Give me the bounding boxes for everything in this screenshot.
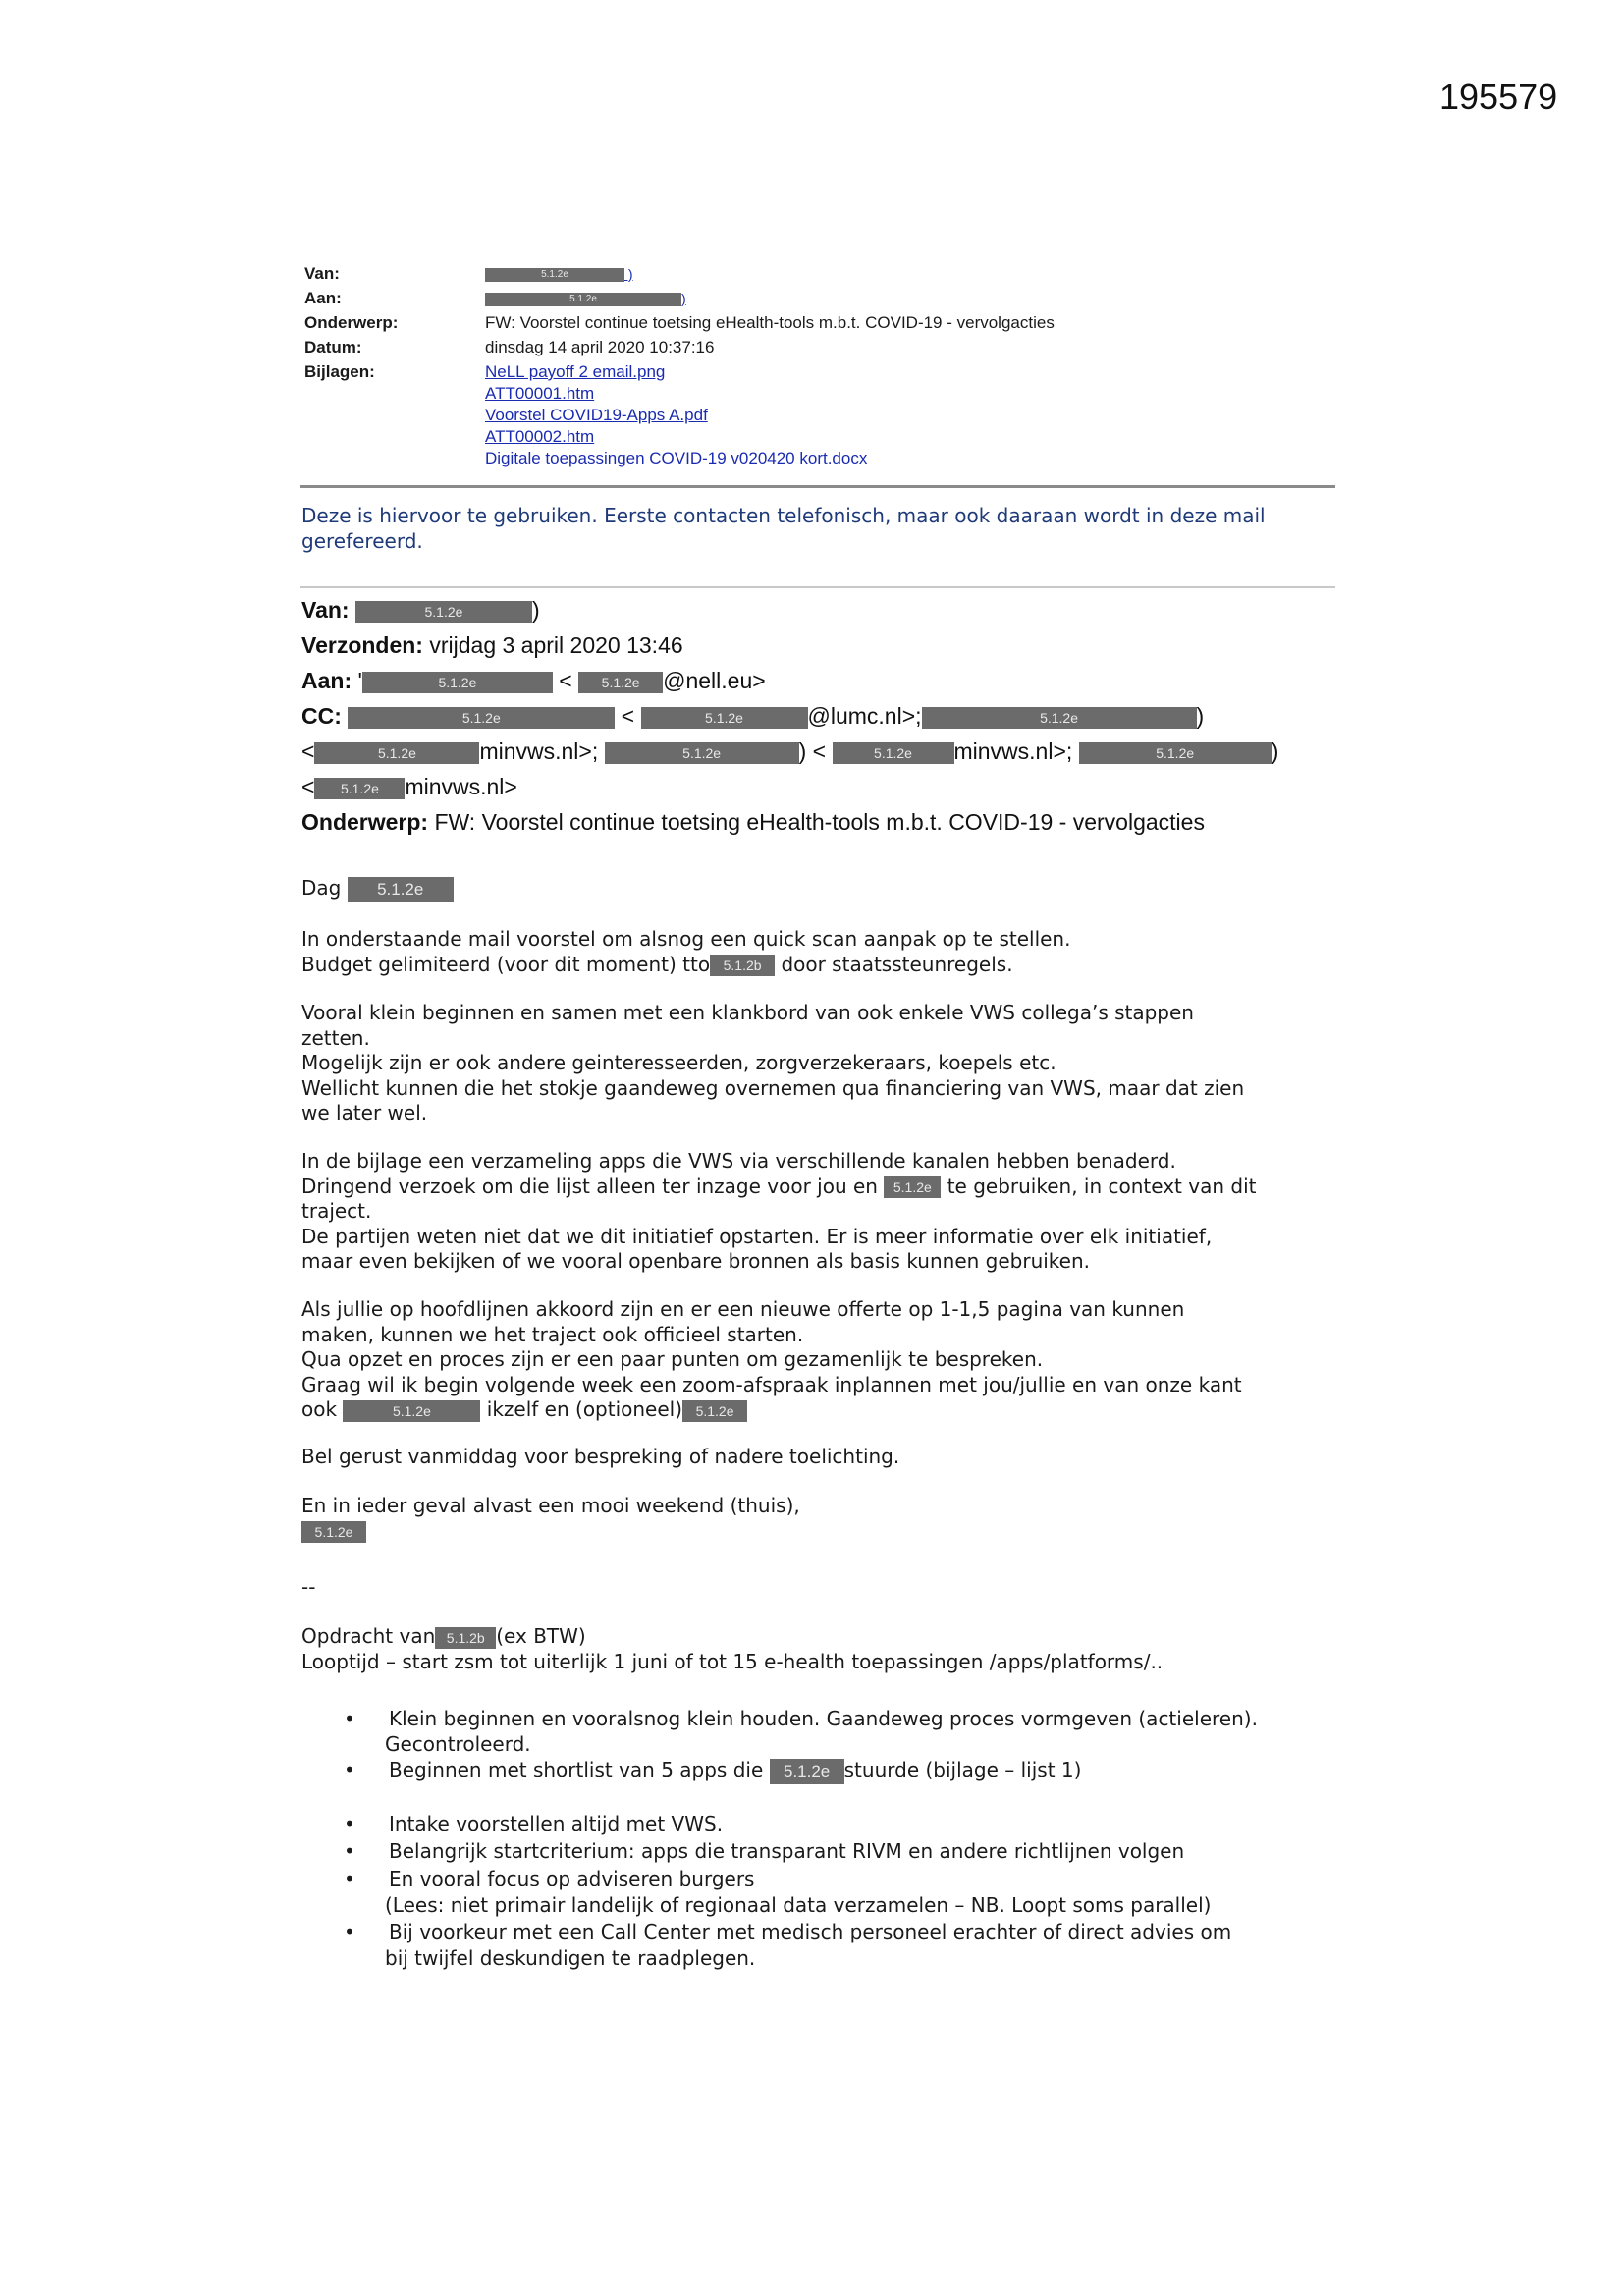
from-value <box>485 261 633 287</box>
attachment-link[interactable]: NeLL payoff 2 email.png <box>485 362 666 381</box>
redaction-block: 5.1.2e <box>833 742 954 764</box>
forward-divider <box>300 586 1335 588</box>
paragraph-4: Als jullie op hoofdlijnen akkoord zijn en er een nieuwe offerte op 1-1,5 pagina van kunnen maken, kunnen we het traject ook officieel starten. Qua opzet en proces zijn er een paar punten om gezamenlijk te bespreken. Graag wil ik begin volgende week een zoom-afspraak inplannen met jou/jullie en van onze kant ook 5.1.2e ikzelf en (optioneel) 5.1.2e <box>301 1297 1242 1421</box>
subject-value: FW: Voorstel continue toetsing eHealth-tools m.b.t. COVID-19 - vervolgacties <box>485 313 1055 332</box>
bullet-icon: • <box>344 1758 355 1781</box>
redaction-block: 5.1.2e <box>641 707 808 729</box>
bullet-icon: • <box>344 1812 355 1835</box>
attachment-link[interactable]: Voorstel COVID19-Apps A.pdf <box>485 406 708 424</box>
document-page: 195579 Van: 5.1.2e ) Aan: 5.1.2e ) Onderwerp: FW: Voorstel continue toetsing eHealth-tools m.b.t. COVID-19 - vervolgacties Datum: dinsdag 14 april 2020 10:37:16 Bijlagen: NeLL payoff 2 email.png ATT00001.htm Voorstel COVID19-Apps A.pdf ATT00002.htm Digitale toepassingen COVID-19 v020420 kort.docx Deze is hiervoor te gebruiken. Eerste contacten telefonisch, maar ook daaraan wordt in deze mail gerefereerd. Van: 5.1.2e ) Verzonden: vrijdag 3 april 2020 13:46 Aan: ' 5.1.2e < 5.1.2e @nell.eu> CC: 5.1.2e < 5.1.2e @lumc.nl>; 5.1.2e ) < 5.1.2e minvws.nl>; 5.1.2e ) < 5.1.2e minvws.nl>; 5.1.2e ) < 5.1.2e minvws.nl> Onderwerp: FW: Voorstel continue toetsing eHealth-tools m.b.t. COVID-19 - vervolgacties Dag 5.1.2e In onderstaande mail voorstel om alsnog een quick scan aanpak op te stellen. Budget gelimiteerd (voor dit moment) tto 5.1.2b door staatssteunregels. Vooral klein beginnen en samen met een klankbord van ook enkele VWS collega’s stappen zetten. Mogelijk zijn er ook andere geinteresseerden, zorgverzekeraars, koepels etc. Wellicht kunnen die het stokje gaandeweg overnemen qua financiering van VWS, maar dat zien we later wel. In de bijlage een verzameling apps die VWS via verschillende kanalen hebben benaderd. Dringend verzoek om die lijst alleen ter inzage voor jou en 5.1.2e te gebruiken, in context van dit traject. De partijen weten niet dat we dit initiatief opstarten. Er is meer informatie over elk initiatief, maar even bekijken of we vooral openbare bronnen als basis kunnen gebruiken. Als jullie op hoofdlijnen akkoord zijn en er een nieuwe offerte op 1-1,5 pagina van kunnen maken, kunnen we het traject ook officieel starten. Qua opzet en proces zijn er een paar punten om gezamenlijk te bespreken. Graag wil ik begin volgende week een zoom-afspraak inplannen met jou/jullie en van onze kant ook 5.1.2e ikzelf en (optioneel) 5.1.2e Bel gerust vanmiddag voor bespreking of nadere toelichting. En in ieder geval alvast een mooi weekend (thuis), 5.1.2e -- Opdracht van 5.1.2b (ex BTW) Looptijd – start zsm tot uiterlijk 1 juni of tot 15 e-health toepassingen /apps/platforms/.. • Klein beginnen en vooralsnog klein houden. Gaandeweg proces vormgeven (actieleren). Gecontroleerd. • Beginnen met shortlist van 5 apps die 5.1.2e stuurde (bijlage – lijst 1) • Intake voorstellen altijd met VWS. • Belangrijk startcriterium: apps die transparant RIVM en andere richtlijnen volgen • En vooral focus op adviseren burgers (Lees: niet primair landelijk of regionaal data verzamelen – NB. Loopt soms parallel) • Bij voorkeur met een Call Center met medisch personeel erachter of direct advies om bij twijfel deskundigen te raadplegen. <box>301 77 1558 1970</box>
redaction-block: 5.1.2e <box>485 268 624 282</box>
fwd-subject-line <box>301 809 1205 836</box>
redaction-block: 5.1.2e <box>314 778 405 799</box>
from-label: Van: <box>304 264 340 283</box>
fwd-to-line: Aan: ' 5.1.2e < 5.1.2e @nell.eu> <box>301 668 766 693</box>
signature-separator: -- <box>301 1575 316 1599</box>
attachments-label: Bijlagen: <box>304 362 375 381</box>
paragraph-6: En in ieder geval alvast een mooi weekend (thuis), 5.1.2e <box>301 1494 1342 1544</box>
attachment-link[interactable]: Digitale toepassingen COVID-19 v020420 kort.docx <box>485 449 868 467</box>
redaction-block: 5.1.2e <box>884 1176 941 1198</box>
fwd-from-label: Van: <box>301 597 350 623</box>
fwd-from-line: Van: 5.1.2e ) <box>301 597 540 623</box>
fwd-cc-domain: minvws.nl> <box>405 774 517 799</box>
fwd-subject-value: FW: Voorstel continue toetsing eHealth-tools m.b.t. COVID-19 - vervolgacties <box>434 809 1205 835</box>
signature-redaction: 5.1.2e <box>301 1521 366 1543</box>
fwd-cc-label: CC: <box>301 703 342 729</box>
redaction-block: 5.1.2b <box>435 1627 496 1649</box>
redaction-block: 5.1.2e <box>485 293 681 306</box>
intro-text: Deze is hiervoor te gebruiken. Eerste contacten telefonisch, maar ook daaraan wordt in deze mail gerefereerd. <box>301 504 1266 553</box>
to-label: Aan: <box>304 289 342 307</box>
redaction-block: 5.1.2e <box>1079 742 1272 764</box>
redaction-block: 5.1.2e <box>314 742 479 764</box>
assignment-block: Opdracht van 5.1.2b (ex BTW) Looptijd – start zsm tot uiterlijk 1 juni of tot 15 e-health toepassingen /apps/platforms/.. <box>301 1624 1164 1673</box>
redaction-block: 5.1.2e <box>348 707 615 729</box>
greeting: Dag 5.1.2e <box>301 876 1342 902</box>
date-value: dinsdag 14 april 2020 10:37:16 <box>485 338 715 356</box>
fwd-to-domain: @nell.eu> <box>663 668 766 693</box>
redaction-block: 5.1.2e <box>922 707 1197 729</box>
attachment-link[interactable]: ATT00001.htm <box>485 384 595 403</box>
fwd-sent-line <box>301 632 683 659</box>
redaction-block: 5.1.2e <box>355 601 532 623</box>
bullet-icon: • <box>344 1920 355 1943</box>
paragraph-1: In onderstaande mail voorstel om alsnog een quick scan aanpak op te stellen. Budget gelimiteerd (voor dit moment) tto 5.1.2b door staatssteunregels. <box>301 927 1071 976</box>
bullet-icon: • <box>344 1867 355 1890</box>
paragraph-5: Bel gerust vanmiddag voor bespreking of nadere toelichting. <box>301 1445 900 1468</box>
paragraph-3: In de bijlage een verzameling apps die VWS via verschillende kanalen hebben benaderd. Dringend verzoek om die lijst alleen ter inzage voor jou en 5.1.2e te gebruiken, in context van dit traject. De partijen weten niet dat we dit initiatief opstarten. Er is meer informatie over elk initiatief, maar even bekijken of we vooral openbare bronnen als basis kunnen gebruiken. <box>301 1149 1257 1273</box>
to-value: 5.1.2e ) <box>485 286 686 311</box>
fwd-cc-line: CC: 5.1.2e < 5.1.2e @lumc.nl>; 5.1.2e ) <box>301 703 1205 729</box>
redaction-block: 5.1.2e <box>348 877 454 902</box>
date-label: Datum: <box>304 338 362 356</box>
redaction-block: 5.1.2e <box>578 672 663 693</box>
fwd-sent-label: Verzonden: <box>301 632 423 658</box>
attachment-link[interactable]: ATT00002.htm <box>485 427 595 446</box>
redaction-block: 5.1.2e <box>682 1400 747 1422</box>
subject-label: Onderwerp: <box>304 313 399 332</box>
document-number: 195579 <box>1439 77 1558 117</box>
redaction-block: 5.1.2e <box>605 742 799 764</box>
fwd-sent-value: vrijdag 3 april 2020 13:46 <box>429 632 683 658</box>
header-divider <box>300 485 1335 488</box>
fwd-cc-domain: minvws.nl>; <box>479 738 599 764</box>
bullet-icon: • <box>344 1839 355 1863</box>
paragraph-2: Vooral klein beginnen en samen met een klankbord van ook enkele VWS collega’s stappen zetten. Mogelijk zijn er ook andere geinteresseerden, zorgverzekeraars, koepels etc. Wellicht kunnen die het stokje gaandeweg overnemen qua financiering van VWS, maar dat zien we later wel. <box>301 1001 1245 1124</box>
redaction-block: 5.1.2e <box>362 672 553 693</box>
fwd-cc-domain: @lumc.nl>; <box>807 703 922 729</box>
from-paren: ) <box>624 266 633 282</box>
fwd-cc-line-3: < 5.1.2e minvws.nl> <box>301 774 517 799</box>
bullet-icon: • <box>344 1707 355 1730</box>
fwd-cc-line-2: < 5.1.2e minvws.nl>; 5.1.2e ) < 5.1.2e minvws.nl>; 5.1.2e ) <box>301 738 1279 764</box>
redaction-block: 5.1.2e <box>343 1400 480 1422</box>
redaction-block: 5.1.2e <box>770 1759 844 1784</box>
fwd-cc-domain: minvws.nl>; <box>953 738 1073 764</box>
fwd-subject-label: Onderwerp: <box>301 809 429 835</box>
redaction-block: 5.1.2b <box>710 955 775 976</box>
fwd-to-label: Aan: <box>301 668 352 693</box>
